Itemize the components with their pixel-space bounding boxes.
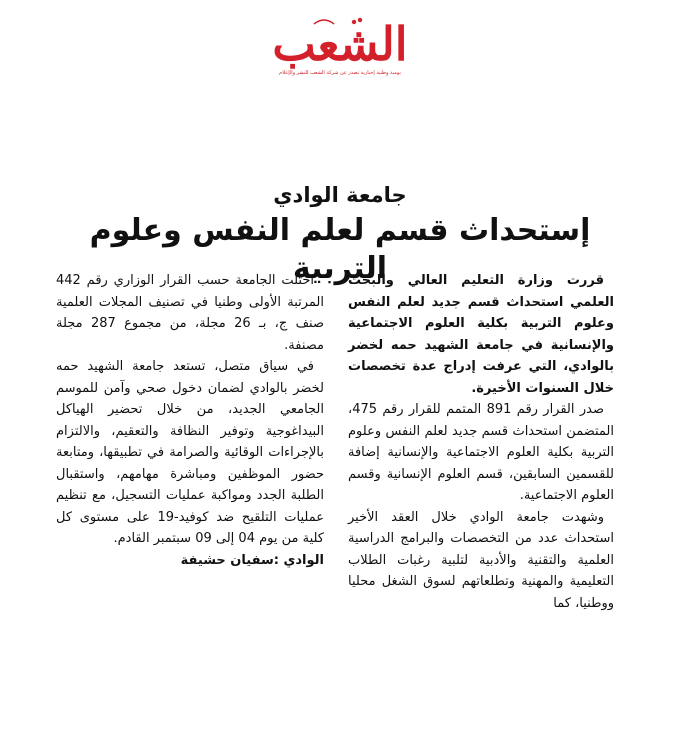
masthead [0, 8, 680, 88]
logo-tagline: يومية وطنية إخبارية تصدر عن شركة الشعب للنشر والإعلام [279, 70, 401, 76]
article-headline: إستحداث قسم لعلم النفس وعلوم التربية [89, 213, 591, 286]
article-kicker: جامعة الوادي [273, 183, 407, 207]
article-paragraph: صدر القرار رقم 891 المتمم للقرار رقم 475، المتضمن استحداث قسم جديد لعلم النفس وعلوم التربية بكلية العلوم الاجتماعية والإنسانية إضافة للقسمين السابقين، قسم العلوم الإنسانية وقسم العلوم الاجتماعية. [348, 402, 614, 503]
newspaper-logo: الشعب [272, 17, 408, 71]
article-paragraph: في سياق متصل، تستعد جامعة الشهيد حمه لخضر بالوادي لضمان دخول صحي وآمن للموسم الجامعي الجديد، من خلال تحضير الهياكل البيداغوجية وتوفير النظافة والتعقيم، والالتزام بالإجراءات الوقائية والصرامة في تطبيقها، ومتابعة حضور الموظفين ومباشرة مهامهم، واستقبال الطلبة الجدد ومواكبة عمليات التسجيل، مع تنظيم عمليات التلقيح ضد كوفيد-19 على مستوى كل كلية من يوم 04 إلى 09 سبتمبر القادم. [56, 359, 324, 546]
article-paragraph: قررت وزارة التعليم العالي والبحث العلمي استحداث قسم جديد لعلم النفس وعلوم التربية بكلية العلوم الاجتماعية والإنسانية في جامعة الشهيد حمه لخضر بالوادي، التي عرفت إدراج عدة تخصصات خلال السنوات الأخيرة. [348, 273, 614, 396]
article-column-right [348, 270, 614, 614]
article-paragraph: احتلت الجامعة حسب القرار الوزاري رقم 442 المرتبة الأولى وطنيا في تصنيف المجلات العلمية صنف ج، بـ 26 مجلة، من مجموع 287 مجلة مصنفة. [56, 273, 324, 353]
article-column-left [56, 270, 324, 571]
article-byline: الوادي :سفيان حشيفة [180, 552, 324, 568]
article-paragraph: وشهدت جامعة الوادي خلال العقد الأخير استحداث عدد من التخصصات والبرامج الدراسية العلمية والتقنية والأدبية لتلبية رغبات الطلاب التعليمية والمهنية وتطلعاتهم لسوق الشغل محليا ووطنيا، كما [348, 509, 614, 611]
